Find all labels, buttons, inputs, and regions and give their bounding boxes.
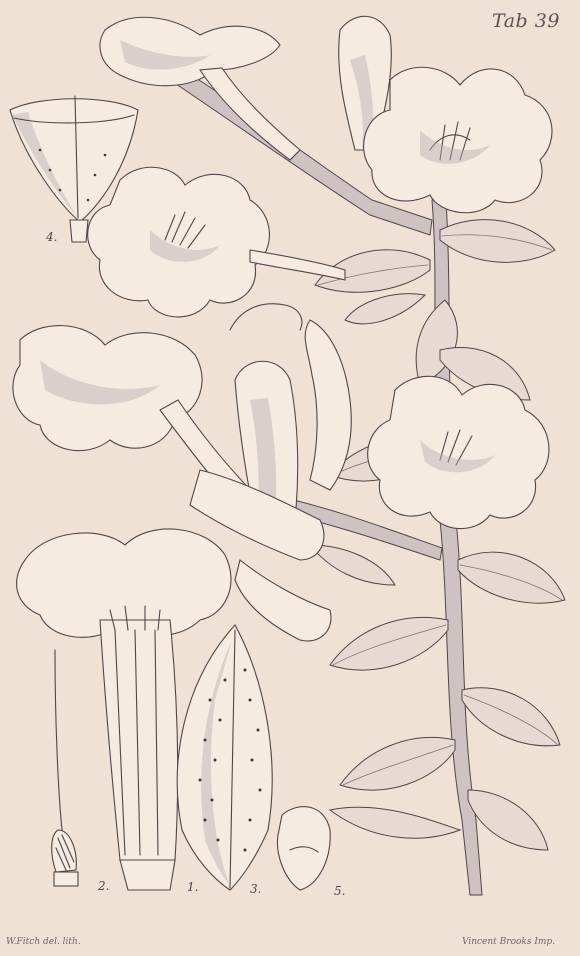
figure-number-4: 4. (46, 230, 58, 244)
figure-2-pistil (52, 650, 78, 886)
figure-3-fruit (177, 625, 272, 890)
style-curl (230, 304, 302, 330)
flower-top-right (364, 67, 552, 212)
artist-credit: W.Fitch del. lith. (6, 937, 81, 947)
leaves (310, 220, 565, 850)
figure-5-seed (277, 807, 330, 890)
figure-number-5: 5. (334, 884, 346, 898)
figure-number-3: 3. (250, 882, 262, 896)
figure-number-2: 2. (98, 879, 110, 893)
figure-number-1: 1. (187, 880, 199, 894)
printer-credit: Vincent Brooks Imp. (462, 937, 556, 947)
flower-left-middle (88, 167, 345, 317)
plate-tab-label: Tab 39 (492, 10, 560, 32)
